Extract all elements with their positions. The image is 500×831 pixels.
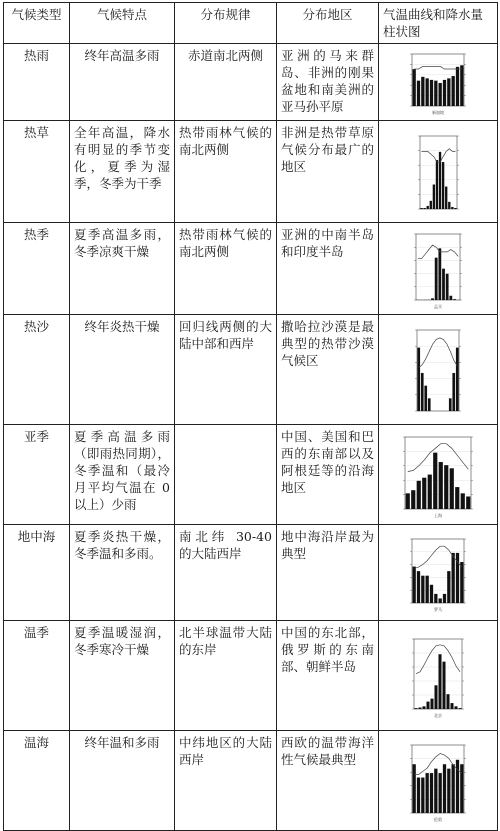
- precip-bar: [428, 474, 432, 508]
- precip-bar: [466, 496, 470, 509]
- precip-bar: [455, 487, 459, 509]
- precip-bar: [417, 480, 421, 508]
- precip-bar: [432, 184, 434, 208]
- precip-bar: [411, 490, 415, 509]
- table-row: [4, 315, 498, 425]
- precip-bar: [439, 83, 442, 106]
- precip-bar: [430, 80, 433, 106]
- distribution-region: 地中海沿岸最为典型: [277, 525, 379, 621]
- station-label: 北京: [434, 712, 442, 718]
- precip-bar: [418, 707, 421, 708]
- precip-bar: [434, 593, 437, 602]
- precip-bar: [430, 698, 433, 708]
- climate-chart: [403, 533, 473, 613]
- climate-traits: 终年高温多雨: [70, 44, 175, 121]
- precip-bar: [426, 575, 429, 602]
- precip-bar: [451, 206, 453, 208]
- station-label: 新加坡: [432, 109, 444, 115]
- precip-bar: [431, 298, 434, 300]
- climate-traits: 终年温和多雨: [70, 731, 175, 831]
- table-row: [4, 121, 498, 223]
- climate-traits: 夏季炎热干燥，冬季温和多雨。: [70, 525, 175, 621]
- precip-bar: [448, 201, 450, 208]
- precip-bar: [446, 694, 449, 709]
- climate-type: 热季: [4, 223, 70, 315]
- precip-bar: [452, 372, 455, 410]
- precip-bar: [450, 468, 454, 509]
- precip-bar: [450, 703, 453, 709]
- distribution-region: 亚洲的中南半岛和印度半岛: [277, 223, 379, 315]
- table-row: [4, 44, 498, 121]
- precip-bar: [444, 465, 448, 509]
- climate-type: 温海: [4, 731, 70, 831]
- table-row: [4, 425, 498, 525]
- distribution-pattern: 赤道南北两侧: [175, 44, 277, 121]
- precip-bar: [417, 777, 420, 812]
- header-chart: 气温曲线和降水量柱状图: [379, 3, 498, 44]
- precip-bar: [458, 708, 461, 709]
- climate-chart-cell: [379, 731, 498, 831]
- climate-traits: 夏季高温多雨（即雨热同期），冬季温和（最冷月平均气温在 0 以上）少雨: [70, 425, 175, 525]
- precip-bar: [438, 248, 441, 300]
- distribution-pattern: 南北纬 30-40 的大陆西岸: [175, 525, 277, 621]
- table-row: [4, 223, 498, 315]
- precip-bar: [442, 661, 445, 708]
- precip-bar: [426, 701, 429, 708]
- climate-chart: [408, 324, 468, 416]
- precip-bar: [461, 493, 465, 509]
- chart-frame: [414, 639, 462, 709]
- climate-type: 热草: [4, 121, 70, 223]
- precip-bar: [447, 78, 450, 106]
- chart-frame: [416, 234, 460, 300]
- chart-frame: [420, 136, 457, 209]
- climate-chart: [403, 739, 473, 823]
- precip-bar: [422, 477, 426, 508]
- precip-bar: [426, 773, 429, 813]
- precip-bar: [453, 299, 456, 300]
- climate-type: 地中海: [4, 525, 70, 621]
- climate-type: 热沙: [4, 315, 70, 425]
- distribution-region: 中国的东北部，俄罗斯的东南部、朝鲜半岛: [277, 621, 379, 731]
- precip-bar: [424, 385, 427, 410]
- precip-bar: [435, 257, 438, 299]
- precip-bar: [446, 273, 449, 299]
- climate-type: 热雨: [4, 44, 70, 121]
- precip-bar: [449, 398, 452, 411]
- precip-bar: [434, 81, 437, 106]
- distribution-pattern: [175, 425, 277, 525]
- distribution-pattern: 热带雨林气候的南北两侧: [175, 223, 277, 315]
- precip-bar: [413, 764, 416, 813]
- distribution-pattern: 热带雨林气候的南北两侧: [175, 121, 277, 223]
- distribution-region: 亚洲的马来群岛、非洲的刚果盆地和南美洲的亚马孙平原: [277, 44, 379, 121]
- precip-bar: [426, 205, 428, 208]
- climate-chart-cell: [379, 425, 498, 525]
- table-row: [4, 731, 498, 831]
- precip-bar: [417, 81, 420, 106]
- precip-bar: [421, 777, 424, 812]
- header-traits: 气候特点: [70, 3, 175, 44]
- header-region: 分布地区: [277, 3, 379, 44]
- climate-type: 温季: [4, 621, 70, 731]
- climate-traits: 夏季温暖湿润，冬季寒冷干燥: [70, 621, 175, 731]
- climate-traits: 全年高温，降水有明显的季节变化，夏季为湿季，冬季为干季: [70, 121, 175, 223]
- precip-bar: [456, 347, 459, 410]
- precip-bar: [426, 78, 429, 106]
- climate-chart-cell: [379, 621, 498, 731]
- precip-bar: [421, 77, 424, 106]
- distribution-pattern: 回归线两侧的大陆中部和西岸: [175, 315, 277, 425]
- precip-bar: [460, 65, 463, 106]
- precip-bar: [439, 773, 442, 813]
- precip-bar: [454, 207, 456, 208]
- distribution-region: 中国、美国和巴西的东南部以及阿根廷等的沿海地区: [277, 425, 379, 525]
- distribution-pattern: 北半球温带大陆的东岸: [175, 621, 277, 731]
- distribution-region: 西欧的温带海洋性气候最典型: [277, 731, 379, 831]
- precip-bar: [439, 598, 442, 603]
- precip-bar: [456, 67, 459, 106]
- precip-bar: [441, 162, 443, 209]
- station-label: 伦敦: [434, 816, 442, 822]
- precip-bar: [420, 207, 422, 208]
- precip-bar: [417, 571, 420, 603]
- station-label: 罗马: [434, 606, 442, 612]
- precip-bar: [460, 764, 463, 813]
- climate-chart-cell: [379, 121, 498, 223]
- climate-traits: 夏季高温多雨，冬季凉爽干燥: [70, 223, 175, 315]
- climate-chart-cell: [379, 44, 498, 121]
- precip-bar: [454, 706, 457, 709]
- distribution-region: 撒哈拉沙漠是最典型的热带沙漠气候区: [277, 315, 379, 425]
- precip-bar: [443, 80, 446, 106]
- precip-bar: [452, 764, 455, 813]
- climate-chart: [405, 633, 471, 719]
- table-row: [4, 525, 498, 621]
- distribution-region: 非洲是热带草原气候分布最广的地区: [277, 121, 379, 223]
- precip-bar: [439, 462, 443, 509]
- precip-bar: [413, 566, 416, 602]
- header-row: [4, 3, 498, 44]
- precip-bar: [452, 552, 455, 602]
- precip-bar: [423, 207, 425, 208]
- precip-bar: [434, 768, 437, 812]
- precip-bar: [438, 654, 441, 709]
- precip-bar: [413, 69, 416, 106]
- precip-bar: [435, 160, 437, 209]
- climate-chart: [411, 130, 466, 214]
- precip-bar: [452, 76, 455, 106]
- climate-chart-cell: [379, 525, 498, 621]
- climate-chart: [396, 431, 480, 519]
- precip-bar: [421, 575, 424, 602]
- precip-bar: [445, 186, 447, 208]
- precip-bar: [447, 571, 450, 603]
- precip-bar: [434, 685, 437, 709]
- precip-bar: [430, 584, 433, 602]
- precip-bar: [433, 452, 437, 508]
- precip-bar: [456, 759, 459, 812]
- climate-chart-cell: [379, 315, 498, 425]
- station-label: 孟买: [434, 303, 443, 309]
- precip-bar: [449, 295, 452, 299]
- precip-bar: [428, 398, 431, 411]
- distribution-pattern: 中纬地区的大陆西岸: [175, 731, 277, 831]
- precip-bar: [414, 708, 417, 709]
- table-row: [4, 621, 498, 731]
- climate-chart: [403, 48, 473, 116]
- precip-bar: [460, 562, 463, 603]
- climate-table: [3, 2, 498, 831]
- precip-bar: [429, 200, 431, 208]
- header-pattern: 分布规律: [175, 3, 277, 44]
- climate-traits: 终年炎热干燥: [70, 315, 175, 425]
- precip-bar: [430, 773, 433, 813]
- header-type: 气候类型: [4, 3, 70, 44]
- climate-type: 亚季: [4, 425, 70, 525]
- station-label: 上海: [434, 512, 442, 518]
- precip-bar: [417, 347, 420, 410]
- climate-chart-cell: [379, 223, 498, 315]
- climate-chart: [407, 228, 469, 310]
- precip-bar: [442, 268, 445, 299]
- precip-bar: [443, 593, 446, 602]
- precip-bar: [421, 372, 424, 410]
- precip-bar: [422, 706, 425, 709]
- precip-bar: [406, 493, 410, 509]
- precip-bar: [447, 768, 450, 812]
- precip-bar: [443, 764, 446, 813]
